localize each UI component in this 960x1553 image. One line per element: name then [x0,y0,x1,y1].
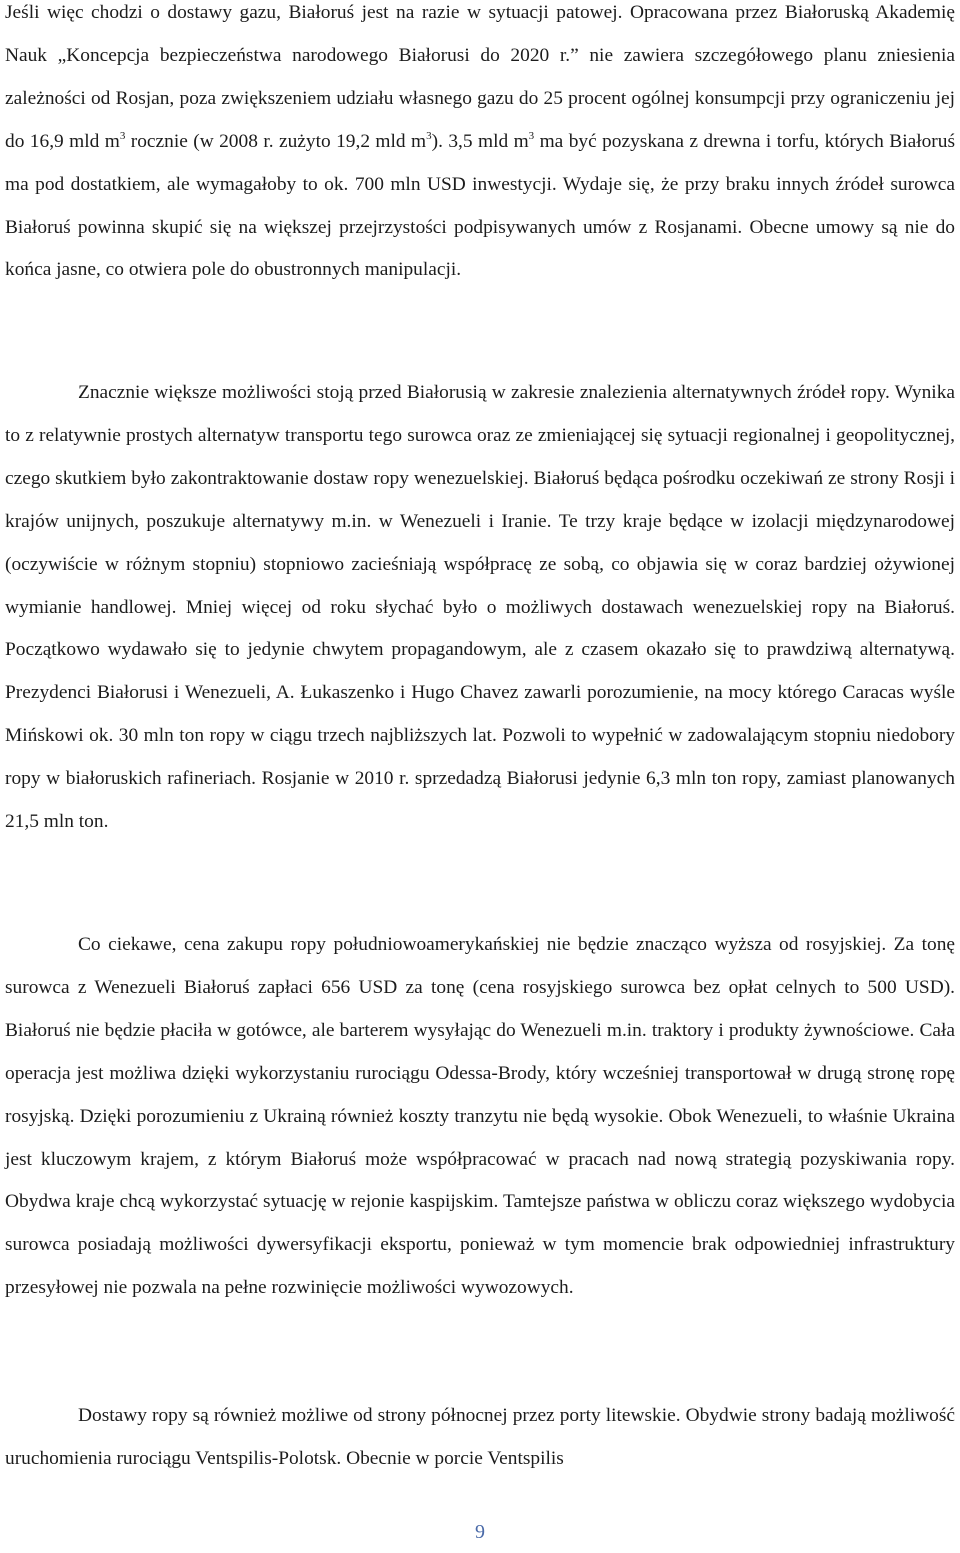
paragraph-1-text-a: Jeśli więc chodzi o dostawy gazu, Białoruś jest na razie w sytuacji patowej. Opracowana przez Białoruską Akademię Nauk „Koncepcja bezpieczeństwa narodowego Białorusi do 2020 r.” nie zawiera szczegółowego planu zniesienia zależności od Rosjan, poza zwiększeniem udziału własnego gazu do 25 procent ogólnej konsumpcji przy ograniczeniu jej do 16,9 mld m [5,2,955,152]
superscript-cubic: 3 [528,129,535,142]
paragraph-1-text-b: rocznie (w 2008 r. zużyto 19,2 mld m [125,130,427,152]
page-number: 9 [475,1521,485,1543]
paragraph-oil-alternatives: Znacznie większe możliwości stoją przed Białorusią w zakresie znalezienia alternatywnych źródeł ropy. Wynika to z relatywnie prostych alternatyw transportu tego surowca oraz ze zmieniającej się sytuacji regionalnej i geopolitycznej, czego skutkiem było zakontraktowanie dostaw ropy wenezuelskiej. Białoruś będąca pośrodku oczekiwań ze strony Rosji i krajów unijnych, poszukuje alternatywy m.in. w Wenezueli i Iranie. Te trzy kraje będące w izolacji międzynarodowej (oczywiście w różnym stopniu) stopniowo zacieśniają współpracę ze sobą, co objawia się w coraz bardziej ożywionej wymianie handlowej. Mniej więcej od roku słychać było o możliwych dostawach wenezuelskiej ropy na Białoruś. Początkowo wydawało się to jedynie chwytem propagandowym, ale z czasem okazało się to prawdziwą alternatywą. Prezydenci Białorusi i Wenezueli, A. Łukaszenko i Hugo Chavez zawarli porozumienie, na mocy którego Caracas wyśle Mińskowi ok. 30 mln ton ropy w ciągu trzech najbliższych lat. Pozwoli to wypełnić w zadowalającym stopniu niedobory ropy w białoruskich rafineriach. Rosjanie w 2010 r. sprzedadzą Białorusi jedynie 6,3 mln ton ropy, zamiast planowanych 21,5 mln ton. [5,382,955,833]
paragraph-lithuanian-ports: Dostawy ropy są również możliwe od strony północnej przez porty litewskie. Obydwie strony badają możliwość uruchomienia rurociągu Ventspilis-Polotsk. Obecnie w porcie Ventspilis [5,1405,955,1469]
paragraph-oil-price: Co ciekawe, cena zakupu ropy południowoamerykańskiej nie będzie znacząco wyższa od rosyjskiej. Za tonę surowca z Wenezueli Białoruś zapłaci 656 USD za tonę (cena rosyjskiego surowca bez opłat celnych to 500 USD). Białoruś nie będzie płaciła w gotówce, ale barterem wysyłając do Wenezueli m.in. traktory i produkty żywnościowe. Cała operacja jest możliwa dzięki wykorzystaniu rurociągu Odessa-Brody, który wcześniej transportował w drugą stronę ropę rosyjską. Dzięki porozumieniu z Ukrainą również koszty tranzytu nie będą wysokie. Obok Wenezueli, to właśnie Ukraina jest kluczowym krajem, z którym Białoruś może współpracować w pracach nad nową strategią pozyskiwania ropy. Obydwa kraje chcą wykorzystać sytuację w rejonie kaspijskim. Tamtejsze państwa w obliczu coraz większego wydobycia surowca posiadają możliwości dywersyfikacji eksportu, ponieważ w tym momencie brak odpowiedniej infrastruktury przesyłowej nie pozwala na pełne rozwinięcie możliwości wywozowych. [5,934,955,1299]
paragraph-1-text-c: ). 3,5 mld m [431,130,529,152]
superscript-cubic: 3 [426,129,432,142]
paragraph-1-text-d: ma być pozyskana z drewna i torfu, których Białoruś ma pod dostatkiem, ale wymagałoby to ok. 700 mln USD inwestycji. Wydaje się, że przy braku innych źródeł surowca Białoruś powinna skupić się na większej przejrzystości podpisywanych umów z Rosjanami. Obecne umowy są nie do końca jasne, co otwiera pole do obustronnych manipulacji. [5,130,956,281]
superscript-cubic: 3 [119,129,126,142]
paragraph-gas-supplies [5,0,955,292]
